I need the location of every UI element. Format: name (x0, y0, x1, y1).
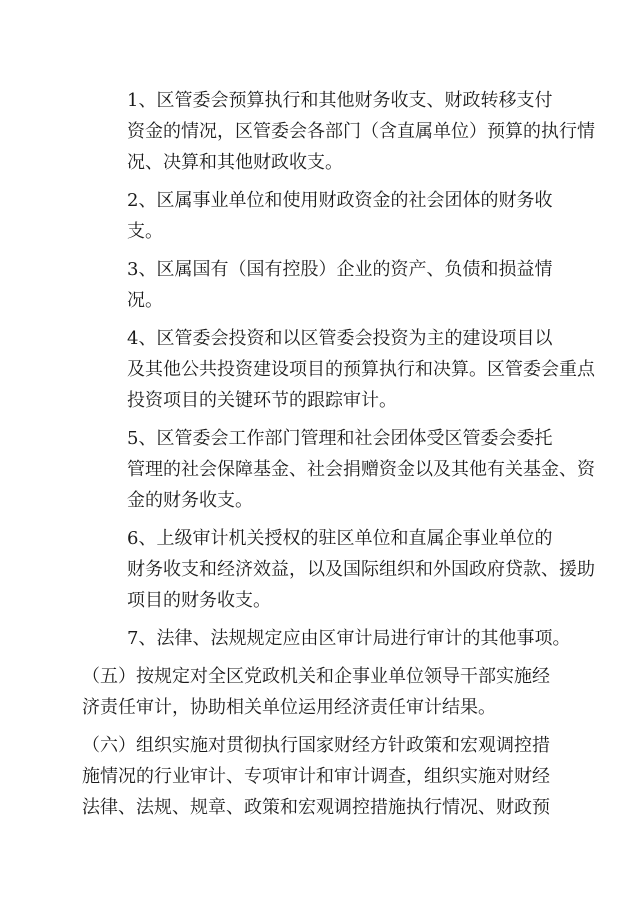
paragraph-line: 2、区属事业单位和使用财政资金的社会团体的财务收 (127, 190, 553, 211)
document-paragraph (91, 623, 571, 654)
paragraph-line: 4、区管委会投资和以区管委会投资为主的建设项目以 (127, 328, 553, 349)
paragraph-line: 支。 (127, 221, 163, 242)
paragraph-line: 法律、法规、规章、政策和宏观调控措施执行情况、财政预 (82, 797, 550, 818)
document-paragraph (91, 523, 595, 616)
paragraph-line: 金的财务收支。 (127, 490, 253, 511)
paragraph-line: 管理的社会保障基金、社会捐赠资金以及其他有关基金、资 (127, 459, 595, 480)
paragraph-line: 施情况的行业审计、专项审计和审计调查，组织实施对财经 (82, 766, 550, 787)
document-paragraph (82, 730, 550, 823)
document-paragraph (91, 323, 595, 416)
paragraph-line: 1、区管委会预算执行和其他财务收支、财政转移支付 (127, 90, 553, 111)
paragraph-line: 7、法律、法规规定应由区审计局进行审计的其他事项。 (127, 628, 571, 649)
paragraph-line: 5、区管委会工作部门管理和社会团体受区管委会委托 (127, 428, 553, 449)
document-paragraph (91, 423, 595, 516)
paragraph-line: 资金的情况，区管委会各部门（含直属单位）预算的执行情 (127, 121, 595, 142)
paragraph-line: 3、区属国有（国有控股）企业的资产、负债和损益情 (127, 259, 553, 280)
paragraph-line: 项目的财务收支。 (127, 590, 271, 611)
paragraph-line: 况、决算和其他财政收支。 (127, 152, 343, 173)
paragraph-line: 6、上级审计机关授权的驻区单位和直属企事业单位的 (127, 528, 553, 549)
document-paragraph (91, 85, 595, 178)
paragraph-line: 及其他公共投资建设项目的预算执行和决算。区管委会重点 (127, 359, 595, 380)
paragraph-line: 财务收支和经济效益，以及国际组织和外国政府贷款、援助 (127, 559, 595, 580)
document-paragraph (82, 661, 550, 723)
paragraph-line: （五）按规定对全区党政机关和企事业单位领导干部实施经 (82, 666, 550, 687)
document-paragraph (91, 185, 553, 247)
document-body (82, 85, 595, 830)
document-paragraph (91, 254, 553, 316)
paragraph-line: （六）组织实施对贯彻执行国家财经方针政策和宏观调控措 (82, 735, 550, 756)
paragraph-line: 况。 (127, 290, 163, 311)
paragraph-line: 投资项目的关键环节的跟踪审计。 (127, 390, 397, 411)
paragraph-line: 济责任审计，协助相关单位运用经济责任审计结果。 (82, 697, 496, 718)
